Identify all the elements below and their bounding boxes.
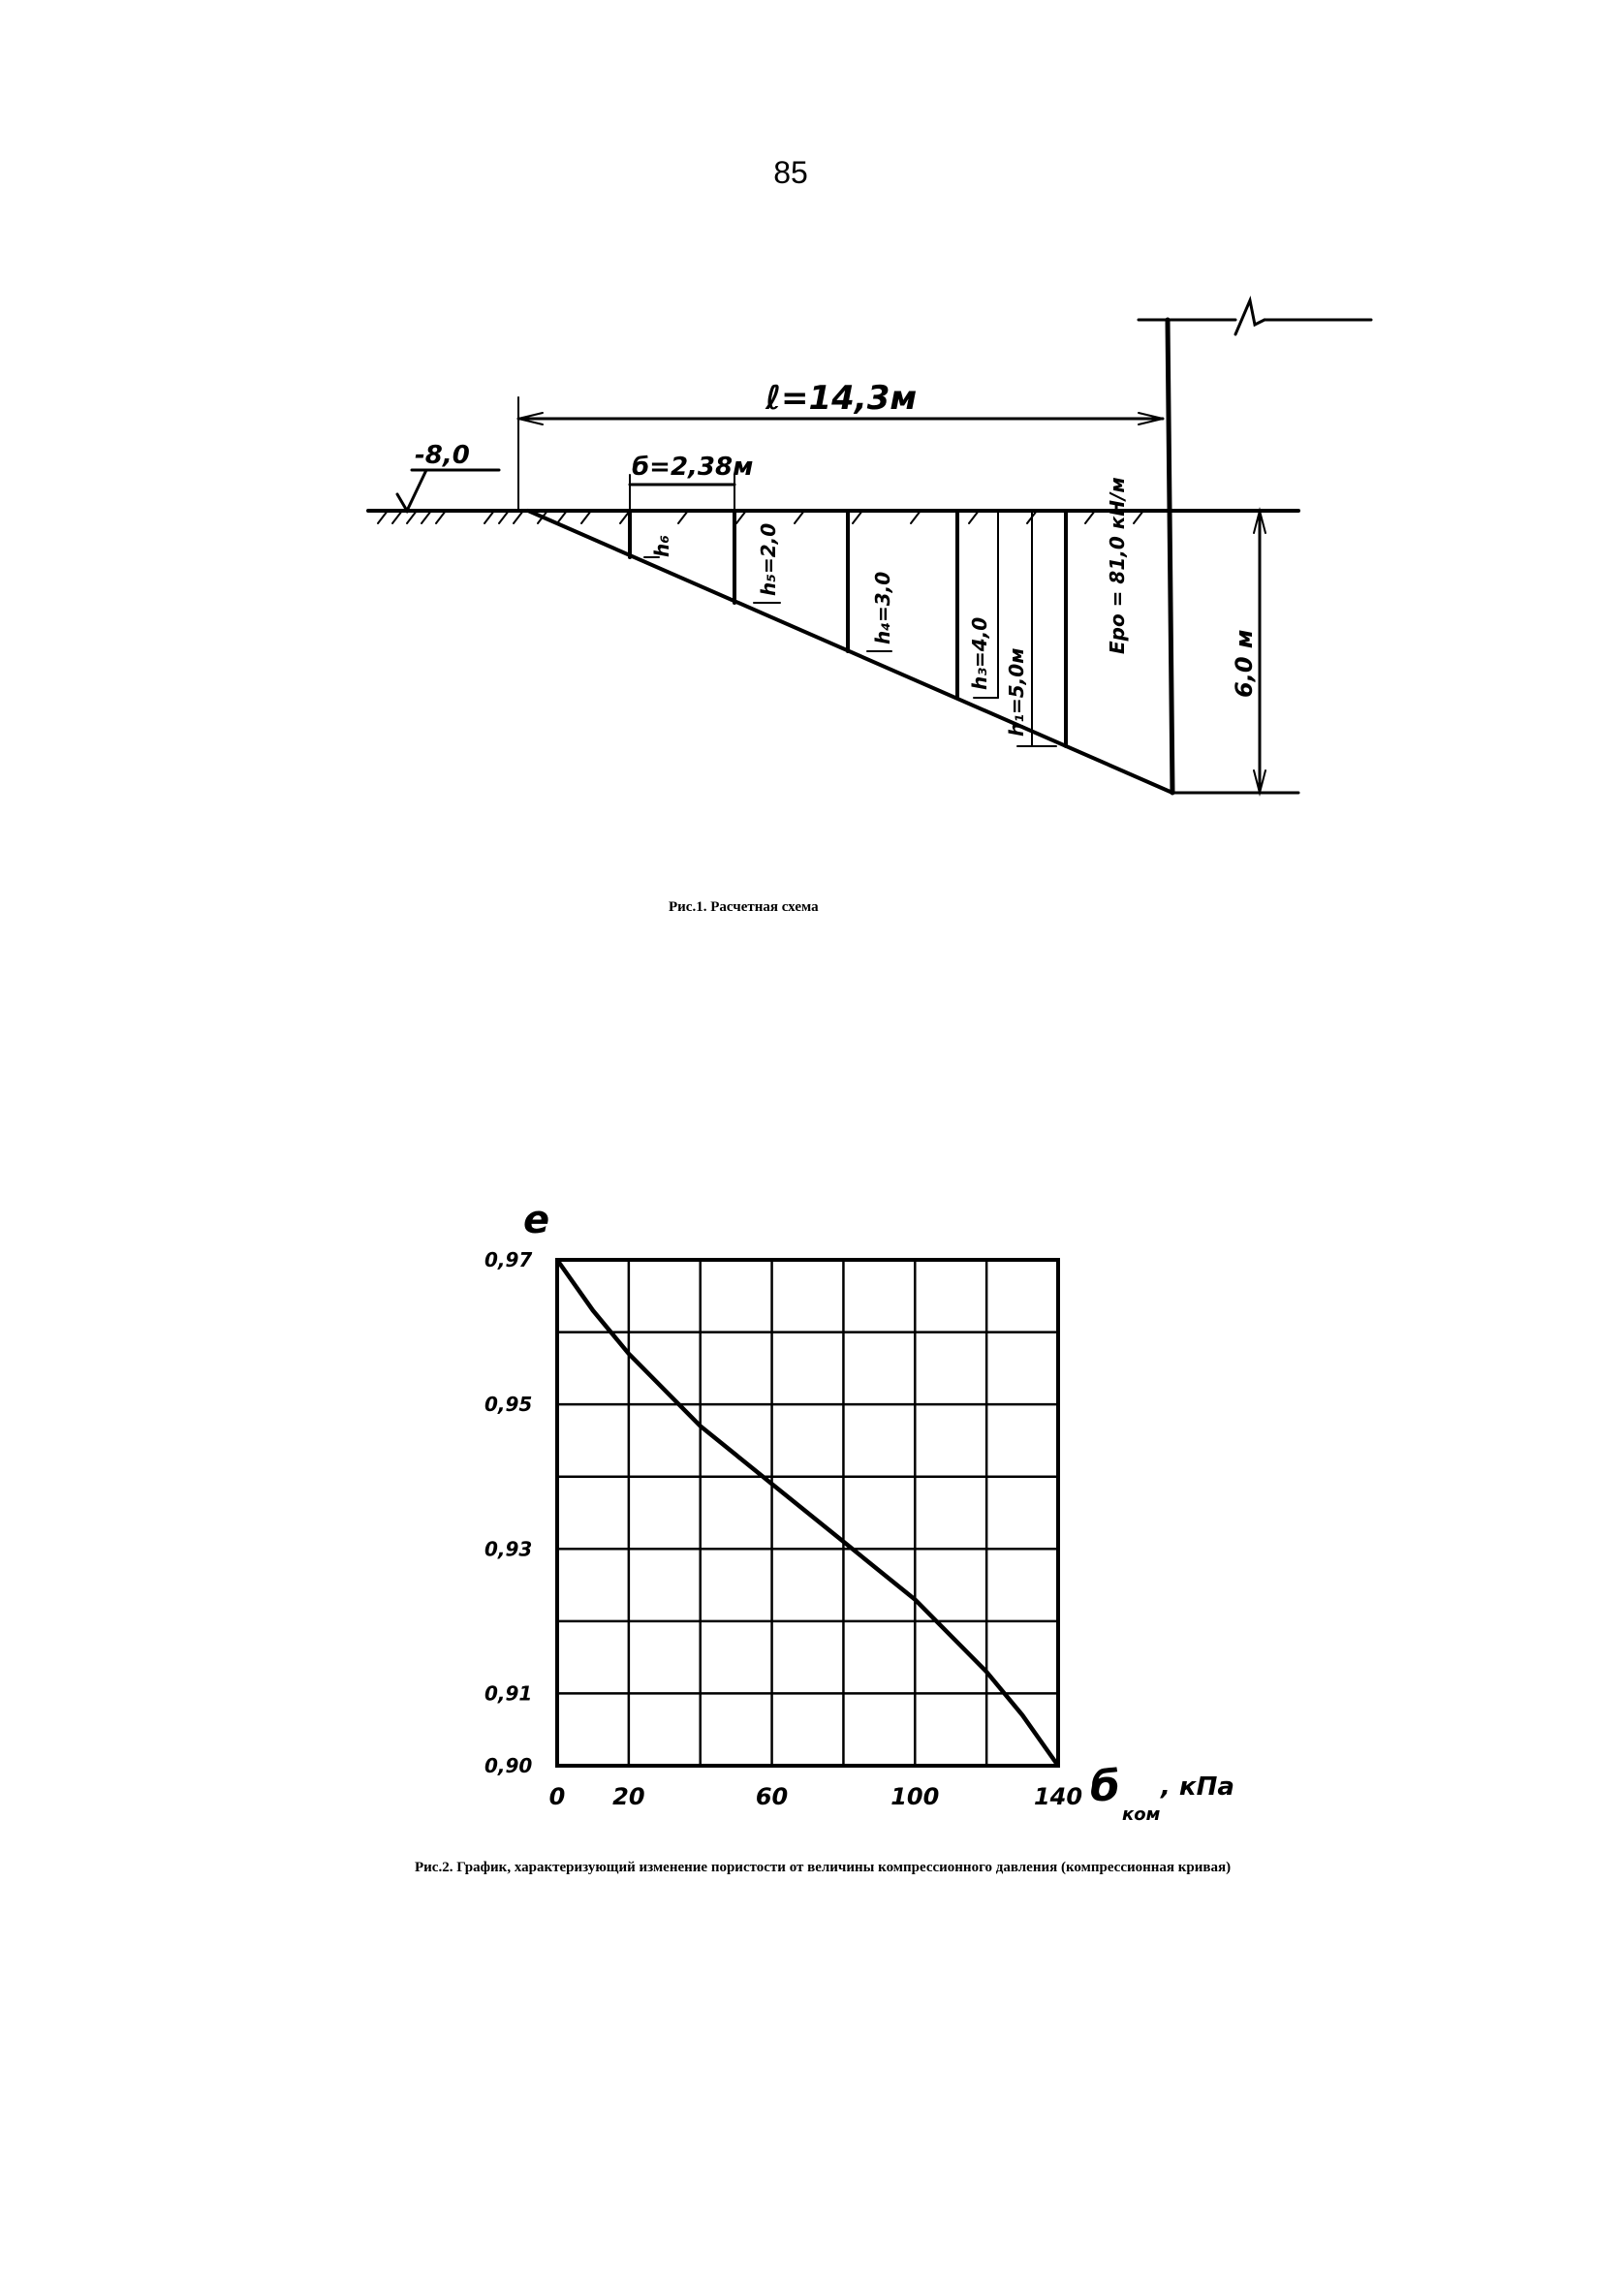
y-tick-label: 0,97 bbox=[484, 1248, 533, 1271]
level-mark-label: -8,0 bbox=[415, 441, 470, 470]
pressure-label: Epo = 81,0 кН/м bbox=[1106, 477, 1129, 654]
x-axis-label: б bbox=[1090, 1762, 1120, 1811]
strip-label-3: h₃=4,0 bbox=[968, 616, 991, 690]
figure-1-caption: Рис.1. Расчетная схема bbox=[669, 899, 819, 915]
y-tick-label: 0,90 bbox=[484, 1754, 533, 1777]
x-tick-label: 100 bbox=[890, 1783, 940, 1810]
page-number: 85 bbox=[773, 155, 808, 190]
y-tick-label: 0,93 bbox=[484, 1537, 533, 1561]
strip-label-5: h₅=2,0 bbox=[757, 522, 780, 596]
depth-label: 6,0 м bbox=[1231, 629, 1258, 698]
figure-2-caption: Рис.2. График, характеризующий изменение пористости от величины компрессионного давления (компрессионная кривая) bbox=[415, 1860, 1232, 1875]
x-tick-label: 0 bbox=[548, 1783, 566, 1810]
strips bbox=[630, 511, 1066, 746]
strip-label-1: h₁=5,0м bbox=[1005, 647, 1028, 737]
chart-grid bbox=[557, 1260, 1058, 1766]
slope-line bbox=[528, 511, 1172, 793]
x-axis-unit: , кПа bbox=[1161, 1772, 1234, 1802]
x-tick-label: 140 bbox=[1033, 1783, 1083, 1810]
length-label: ℓ=14,3м bbox=[765, 379, 918, 418]
y-axis-symbol: e bbox=[523, 1198, 550, 1242]
figure-1-design-scheme bbox=[0, 0, 1624, 969]
level-mark-arrow bbox=[397, 470, 426, 511]
y-tick-label: 0,91 bbox=[484, 1681, 533, 1706]
y-tick-label: 0,95 bbox=[484, 1393, 533, 1417]
x-tick-label: 60 bbox=[755, 1783, 789, 1810]
strip-label-6: h₆ bbox=[650, 535, 673, 557]
plot-frame bbox=[557, 1260, 1058, 1766]
x-tick-label: 20 bbox=[612, 1783, 645, 1810]
retaining-wall bbox=[1168, 320, 1172, 793]
break-symbol bbox=[1235, 300, 1265, 334]
x-axis-subscript: ком bbox=[1122, 1804, 1161, 1825]
compression-curve bbox=[557, 1260, 1058, 1766]
width-label: б=2,38м bbox=[632, 453, 754, 482]
strip-label-4: h₄=3,0 bbox=[871, 571, 894, 644]
